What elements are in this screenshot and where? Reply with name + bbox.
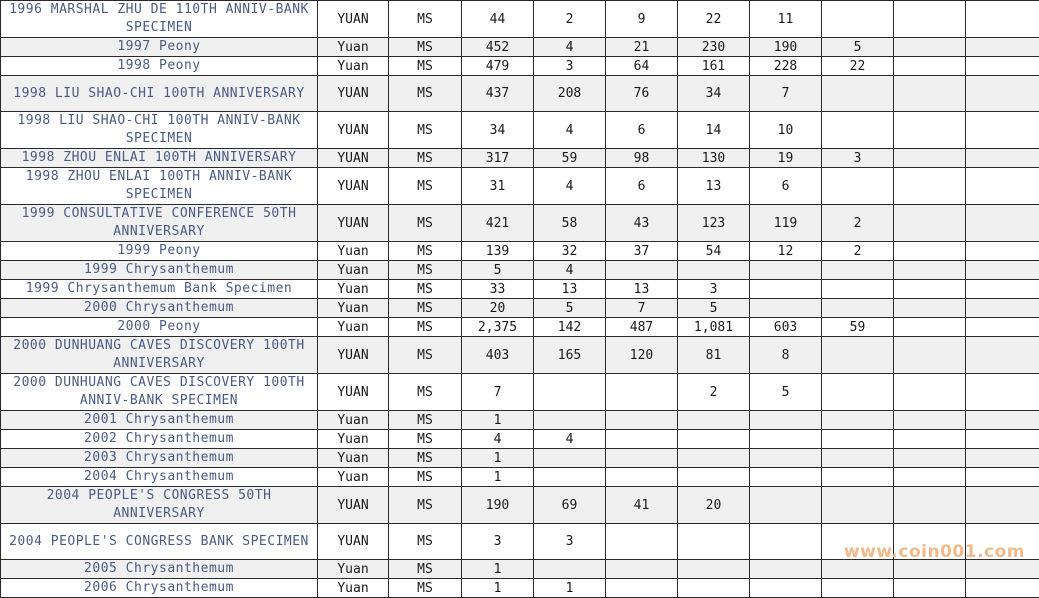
grade-cell: MS (389, 337, 462, 374)
count-cell (750, 280, 822, 299)
count-cell: 1 (462, 468, 534, 487)
count-cell (894, 261, 966, 280)
count-cell (750, 430, 822, 449)
count-cell (750, 261, 822, 280)
count-cell (750, 468, 822, 487)
grade-cell: MS (389, 579, 462, 598)
count-cell (966, 76, 1039, 112)
coin-name-cell: 1996 MARSHAL ZHU DE 110TH ANNIV-BANK SPECIMEN (1, 1, 318, 38)
count-cell (822, 112, 894, 149)
count-cell (966, 579, 1039, 598)
count-cell: 59 (534, 149, 606, 168)
table-row (1, 280, 1039, 299)
denomination-cell: YUAN (318, 149, 389, 168)
count-cell: 5 (534, 299, 606, 318)
grade-cell: MS (389, 76, 462, 112)
count-cell (966, 487, 1039, 524)
count-cell (894, 560, 966, 579)
table-row (1, 374, 1039, 411)
grade-cell: MS (389, 261, 462, 280)
count-cell: 33 (462, 280, 534, 299)
grade-cell: MS (389, 280, 462, 299)
table-row (1, 337, 1039, 374)
count-cell (966, 318, 1039, 337)
count-cell: 208 (534, 76, 606, 112)
count-cell (750, 560, 822, 579)
count-cell: 8 (750, 337, 822, 374)
count-cell: 3 (462, 524, 534, 560)
count-cell (966, 261, 1039, 280)
count-cell (606, 468, 678, 487)
coin-name-cell: 1997 Peony (1, 38, 318, 57)
count-cell: 58 (534, 205, 606, 242)
count-cell: 81 (678, 337, 750, 374)
count-cell (894, 38, 966, 57)
grade-cell: MS (389, 1, 462, 38)
count-cell (606, 449, 678, 468)
coin-name-cell: 2000 DUNHUANG CAVES DISCOVERY 100TH ANNIVERSARY (1, 337, 318, 374)
count-cell: 41 (606, 487, 678, 524)
site-watermark: www.coin001.com (844, 542, 1025, 562)
count-cell: 20 (462, 299, 534, 318)
count-cell: 4 (534, 430, 606, 449)
count-cell: 487 (606, 318, 678, 337)
count-cell: 4 (534, 112, 606, 149)
count-cell (966, 468, 1039, 487)
count-cell: 37 (606, 242, 678, 261)
count-cell (966, 57, 1039, 76)
count-cell (894, 374, 966, 411)
count-cell: 98 (606, 149, 678, 168)
grade-cell: MS (389, 449, 462, 468)
count-cell (606, 374, 678, 411)
denomination-cell: Yuan (318, 242, 389, 261)
coin-name-cell: 1998 ZHOU ENLAI 100TH ANNIVERSARY (1, 149, 318, 168)
count-cell: 123 (678, 205, 750, 242)
count-cell (534, 411, 606, 430)
count-cell: 69 (534, 487, 606, 524)
count-cell: 59 (822, 318, 894, 337)
count-cell (966, 38, 1039, 57)
count-cell: 437 (462, 76, 534, 112)
grade-cell: MS (389, 430, 462, 449)
count-cell: 1 (462, 560, 534, 579)
count-cell (606, 261, 678, 280)
count-cell: 6 (606, 168, 678, 205)
count-cell (678, 524, 750, 560)
table-row (1, 76, 1039, 112)
count-cell: 161 (678, 57, 750, 76)
count-cell (966, 168, 1039, 205)
grade-cell: MS (389, 374, 462, 411)
count-cell: 10 (750, 112, 822, 149)
count-cell: 64 (606, 57, 678, 76)
count-cell: 2 (822, 205, 894, 242)
count-cell: 12 (750, 242, 822, 261)
denomination-cell: Yuan (318, 318, 389, 337)
count-cell: 119 (750, 205, 822, 242)
count-cell: 3 (534, 524, 606, 560)
denomination-cell: Yuan (318, 430, 389, 449)
count-cell: 139 (462, 242, 534, 261)
count-cell: 1 (462, 449, 534, 468)
count-cell (822, 487, 894, 524)
denomination-cell: Yuan (318, 560, 389, 579)
count-cell: 19 (750, 149, 822, 168)
denomination-cell: YUAN (318, 112, 389, 149)
count-cell: 31 (462, 168, 534, 205)
count-cell (894, 280, 966, 299)
coin-name-cell: 2004 PEOPLE'S CONGRESS 50TH ANNIVERSARY (1, 487, 318, 524)
count-cell (894, 411, 966, 430)
count-cell: 32 (534, 242, 606, 261)
grade-cell: MS (389, 468, 462, 487)
count-cell: 43 (606, 205, 678, 242)
count-cell (822, 1, 894, 38)
count-cell: 190 (750, 38, 822, 57)
count-cell (966, 299, 1039, 318)
denomination-cell: Yuan (318, 411, 389, 430)
table-body (1, 1, 1039, 598)
grade-cell: MS (389, 242, 462, 261)
count-cell (966, 112, 1039, 149)
coin-name-cell: 1999 Chrysanthemum (1, 261, 318, 280)
count-cell (822, 468, 894, 487)
count-cell (966, 205, 1039, 242)
count-cell (534, 449, 606, 468)
count-cell (894, 579, 966, 598)
count-cell (822, 579, 894, 598)
count-cell (966, 242, 1039, 261)
count-cell: 2 (822, 242, 894, 261)
table-row (1, 579, 1039, 598)
count-cell (678, 430, 750, 449)
count-cell: 3 (534, 57, 606, 76)
count-cell (894, 149, 966, 168)
grade-cell: MS (389, 560, 462, 579)
denomination-cell: YUAN (318, 168, 389, 205)
count-cell: 20 (678, 487, 750, 524)
count-cell: 5 (462, 261, 534, 280)
count-cell: 403 (462, 337, 534, 374)
count-cell: 13 (534, 280, 606, 299)
count-cell (678, 449, 750, 468)
denomination-cell: Yuan (318, 449, 389, 468)
count-cell (822, 168, 894, 205)
count-cell: 421 (462, 205, 534, 242)
count-cell (750, 411, 822, 430)
count-cell (822, 430, 894, 449)
count-cell: 4 (534, 261, 606, 280)
count-cell: 130 (678, 149, 750, 168)
count-cell: 9 (606, 1, 678, 38)
count-cell: 7 (462, 374, 534, 411)
count-cell: 21 (606, 38, 678, 57)
denomination-cell: YUAN (318, 524, 389, 560)
table-row (1, 242, 1039, 261)
count-cell: 4 (534, 168, 606, 205)
count-cell: 4 (462, 430, 534, 449)
grade-cell: MS (389, 149, 462, 168)
count-cell (822, 299, 894, 318)
count-cell: 2,375 (462, 318, 534, 337)
count-cell: 5 (822, 38, 894, 57)
table-row (1, 430, 1039, 449)
count-cell (966, 430, 1039, 449)
count-cell (966, 449, 1039, 468)
count-cell: 5 (678, 299, 750, 318)
count-cell (966, 1, 1039, 38)
count-cell (534, 468, 606, 487)
count-cell: 34 (462, 112, 534, 149)
table-row (1, 168, 1039, 205)
count-cell: 14 (678, 112, 750, 149)
count-cell: 317 (462, 149, 534, 168)
count-cell (750, 579, 822, 598)
count-cell (822, 560, 894, 579)
count-cell: 3 (678, 280, 750, 299)
count-cell: 1 (462, 579, 534, 598)
grade-cell: MS (389, 299, 462, 318)
coin-name-cell: 2003 Chrysanthemum (1, 449, 318, 468)
count-cell: 34 (678, 76, 750, 112)
count-cell (822, 374, 894, 411)
denomination-cell: YUAN (318, 76, 389, 112)
count-cell (822, 76, 894, 112)
count-cell (750, 524, 822, 560)
count-cell (894, 1, 966, 38)
count-cell: 11 (750, 1, 822, 38)
count-cell: 4 (534, 38, 606, 57)
coin-name-cell: 1998 Peony (1, 57, 318, 76)
grade-cell: MS (389, 38, 462, 57)
count-cell: 13 (606, 280, 678, 299)
denomination-cell: Yuan (318, 468, 389, 487)
coin-name-cell: 2004 PEOPLE'S CONGRESS BANK SPECIMEN (1, 524, 318, 560)
table-row (1, 112, 1039, 149)
coin-name-cell: 1999 CONSULTATIVE CONFERENCE 50TH ANNIVERSARY (1, 205, 318, 242)
count-cell (750, 299, 822, 318)
coin-name-cell: 1999 Peony (1, 242, 318, 261)
coin-name-cell: 2000 DUNHUANG CAVES DISCOVERY 100TH ANNIV-BANK SPECIMEN (1, 374, 318, 411)
count-cell (894, 205, 966, 242)
count-cell (894, 468, 966, 487)
count-cell (894, 299, 966, 318)
count-cell (966, 149, 1039, 168)
grade-cell: MS (389, 487, 462, 524)
count-cell: 7 (750, 76, 822, 112)
coin-name-cell: 2005 Chrysanthemum (1, 560, 318, 579)
grade-cell: MS (389, 205, 462, 242)
count-cell (678, 579, 750, 598)
count-cell (894, 430, 966, 449)
count-cell (678, 560, 750, 579)
denomination-cell: Yuan (318, 299, 389, 318)
count-cell: 44 (462, 1, 534, 38)
count-cell: 230 (678, 38, 750, 57)
table-row (1, 449, 1039, 468)
coin-name-cell: 2001 Chrysanthemum (1, 411, 318, 430)
table-row (1, 560, 1039, 579)
count-cell: 452 (462, 38, 534, 57)
count-cell (822, 411, 894, 430)
denomination-cell: Yuan (318, 261, 389, 280)
table-row (1, 1, 1039, 38)
count-cell: 54 (678, 242, 750, 261)
count-cell (822, 261, 894, 280)
denomination-cell: YUAN (318, 1, 389, 38)
table-row (1, 487, 1039, 524)
coin-name-cell: 2000 Peony (1, 318, 318, 337)
count-cell (678, 411, 750, 430)
count-cell (966, 280, 1039, 299)
denomination-cell: Yuan (318, 57, 389, 76)
count-cell (534, 374, 606, 411)
count-cell: 1 (534, 579, 606, 598)
denomination-cell: YUAN (318, 374, 389, 411)
count-cell (894, 449, 966, 468)
count-cell: 2 (534, 1, 606, 38)
table-row (1, 57, 1039, 76)
count-cell: 1,081 (678, 318, 750, 337)
count-cell (534, 560, 606, 579)
denomination-cell: YUAN (318, 337, 389, 374)
table-row (1, 261, 1039, 280)
count-cell (606, 411, 678, 430)
coin-name-cell: 1998 ZHOU ENLAI 100TH ANNIV-BANK SPECIMEN (1, 168, 318, 205)
count-cell (822, 449, 894, 468)
count-cell: 3 (822, 149, 894, 168)
count-cell (894, 57, 966, 76)
coin-name-cell: 1999 Chrysanthemum Bank Specimen (1, 280, 318, 299)
count-cell: 228 (750, 57, 822, 76)
count-cell: 142 (534, 318, 606, 337)
coin-name-cell: 2004 Chrysanthemum (1, 468, 318, 487)
grade-cell: MS (389, 112, 462, 149)
table-row (1, 38, 1039, 57)
count-cell: 479 (462, 57, 534, 76)
count-cell (678, 261, 750, 280)
count-cell (894, 242, 966, 261)
table-row (1, 149, 1039, 168)
count-cell: 22 (678, 1, 750, 38)
count-cell (966, 374, 1039, 411)
coin-name-cell: 2000 Chrysanthemum (1, 299, 318, 318)
coin-name-cell: 1998 LIU SHAO-CHI 100TH ANNIV-BANK SPECIMEN (1, 112, 318, 149)
count-cell (822, 337, 894, 374)
count-cell (894, 76, 966, 112)
count-cell (894, 337, 966, 374)
count-cell: 190 (462, 487, 534, 524)
coin-name-cell: 2002 Chrysanthemum (1, 430, 318, 449)
table-row (1, 205, 1039, 242)
count-cell (966, 337, 1039, 374)
count-cell (750, 487, 822, 524)
count-cell: 7 (606, 299, 678, 318)
count-cell (894, 168, 966, 205)
denomination-cell: Yuan (318, 280, 389, 299)
count-cell (822, 280, 894, 299)
count-cell: 76 (606, 76, 678, 112)
count-cell (966, 411, 1039, 430)
coin-name-cell: 2006 Chrysanthemum (1, 579, 318, 598)
count-cell: 120 (606, 337, 678, 374)
denomination-cell: Yuan (318, 38, 389, 57)
count-cell: 165 (534, 337, 606, 374)
count-cell: 2 (678, 374, 750, 411)
count-cell (678, 468, 750, 487)
denomination-cell: YUAN (318, 205, 389, 242)
table-row (1, 411, 1039, 430)
table-row (1, 468, 1039, 487)
table-row (1, 299, 1039, 318)
count-cell: 6 (606, 112, 678, 149)
count-cell: 6 (750, 168, 822, 205)
count-cell: 5 (750, 374, 822, 411)
grade-cell: MS (389, 411, 462, 430)
count-cell (606, 579, 678, 598)
count-cell (894, 112, 966, 149)
count-cell: 13 (678, 168, 750, 205)
table-row (1, 318, 1039, 337)
count-cell (966, 560, 1039, 579)
grade-cell: MS (389, 57, 462, 76)
grade-cell: MS (389, 168, 462, 205)
count-cell: 603 (750, 318, 822, 337)
grade-cell: MS (389, 318, 462, 337)
count-cell (894, 487, 966, 524)
coin-name-cell: 1998 LIU SHAO-CHI 100TH ANNIVERSARY (1, 76, 318, 112)
count-cell: 1 (462, 411, 534, 430)
denomination-cell: YUAN (318, 487, 389, 524)
count-cell (606, 524, 678, 560)
denomination-cell: Yuan (318, 579, 389, 598)
grade-cell: MS (389, 524, 462, 560)
count-cell (894, 318, 966, 337)
count-cell (606, 560, 678, 579)
count-cell: 22 (822, 57, 894, 76)
count-cell (750, 449, 822, 468)
count-cell (606, 430, 678, 449)
